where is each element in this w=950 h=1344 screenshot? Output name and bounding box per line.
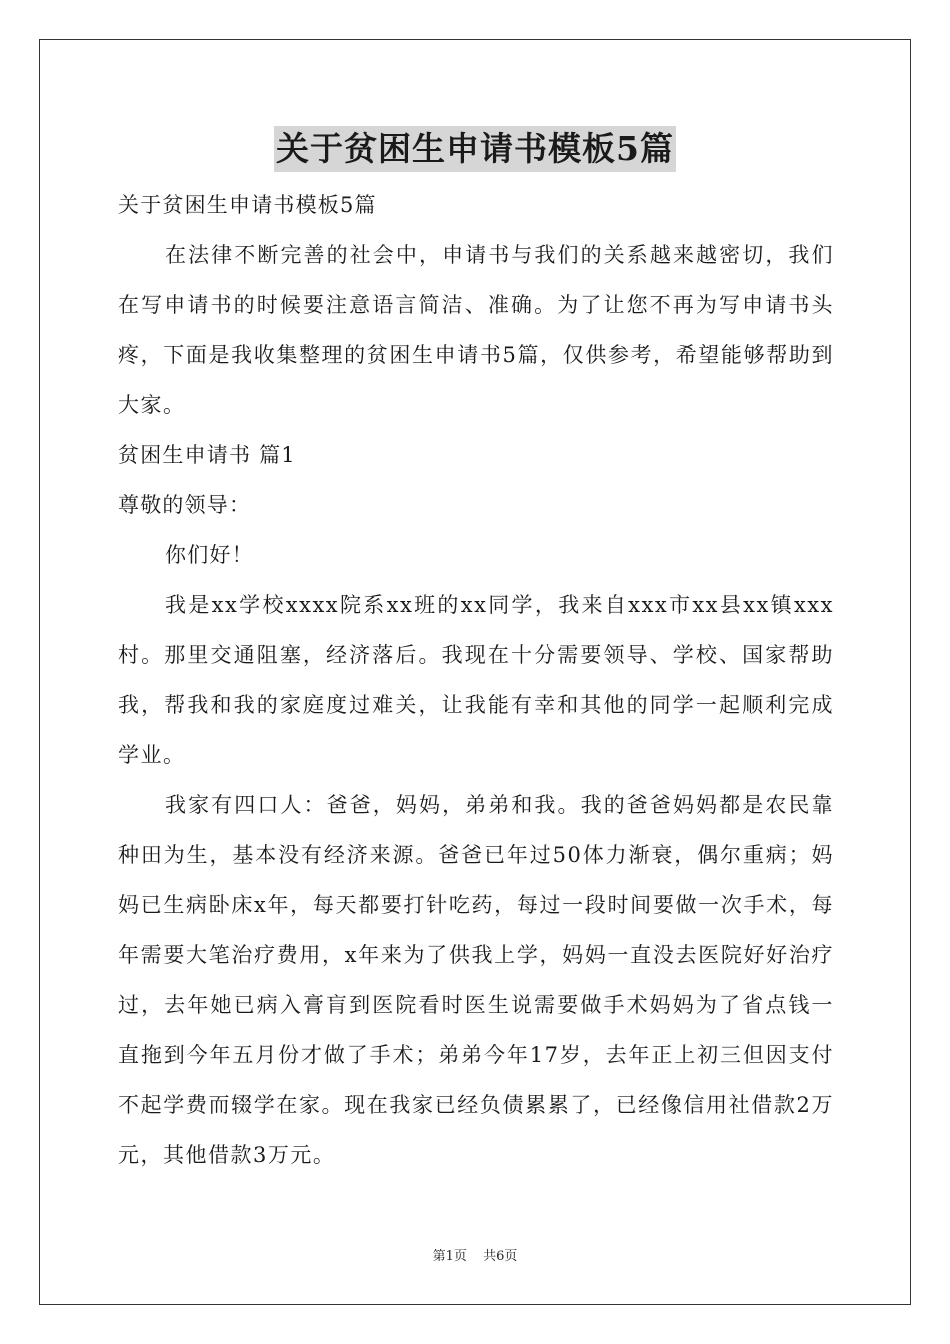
greeting: 你们好！ bbox=[165, 543, 254, 567]
body-paragraph-1: 我是xx学校xxxx院系xx班的xx同学，我来自xxx市xx县xx镇xxx村。那里交通阻塞，经济落后。我现在十分需要领导、学校、国家帮助我，帮我和我的家庭度过难关，让我能有幸和其他的同学一起顺利完成学业。 bbox=[118, 593, 834, 767]
page-total: 共6页 bbox=[483, 1249, 518, 1264]
title-container bbox=[0, 126, 950, 172]
page-number: 第1页 bbox=[432, 1249, 467, 1264]
document-body bbox=[118, 180, 834, 1180]
body-paragraph-2: 我家有四口人：爸爸，妈妈，弟弟和我。我的爸爸妈妈都是农民靠种田为生，基本没有经济来源。爸爸已年过50体力渐衰，偶尔重病；妈妈已生病卧床x年，每天都要打针吃药，每过一段时间要做一次手术，每年需要大笔治疗费用，x年来为了供我上学，妈妈一直没去医院好好治疗过，去年她已病入膏肓到医院看时医生说需要做手术妈妈为了省点钱一直拖到今年五月份才做了手术；弟弟今年17岁，去年正上初三但因支付不起学费而辍学在家。现在我家已经负债累累了，已经像信用社借款2万元，其他借款3万元。 bbox=[118, 793, 834, 1167]
page-footer bbox=[0, 1245, 950, 1264]
intro-paragraph: 在法律不断完善的社会中，申请书与我们的关系越来越密切，我们在写申请书的时候要注意语言简洁、准确。为了让您不再为写申请书头疼，下面是我收集整理的贫困生申请书5篇，仅供参考，希望能够帮助到大家。 bbox=[118, 243, 834, 417]
subtitle-line: 关于贫困生申请书模板5篇 bbox=[118, 193, 377, 217]
document-title: 关于贫困生申请书模板5篇 bbox=[274, 126, 676, 172]
section-heading: 贫困生申请书 篇1 bbox=[118, 443, 296, 467]
salutation: 尊敬的领导： bbox=[118, 493, 252, 517]
